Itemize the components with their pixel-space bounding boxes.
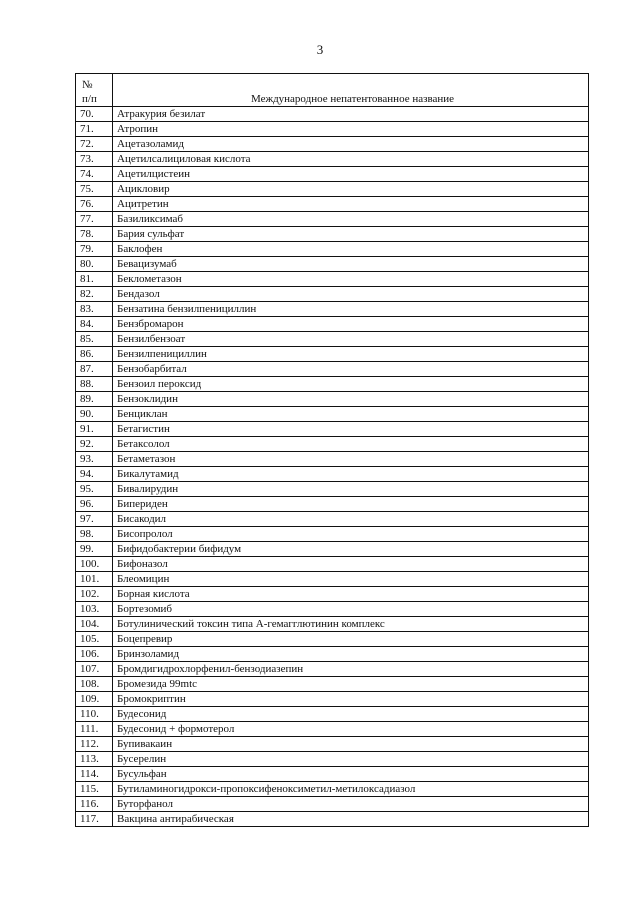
row-number: 85. [76,332,113,347]
row-number: 107. [76,662,113,677]
drug-name: Ацитретин [113,197,589,212]
drug-name: Бортезомиб [113,602,589,617]
row-number: 108. [76,677,113,692]
table-row [76,797,589,812]
table-row [76,197,589,212]
row-number: 73. [76,152,113,167]
drug-name: Бупивакаин [113,737,589,752]
drug-name: Будесонид + формотерол [113,722,589,737]
drug-name: Бензилбензоат [113,332,589,347]
table-row [76,437,589,452]
row-number: 111. [76,722,113,737]
table-row [76,812,589,827]
drug-name: Базиликсимаб [113,212,589,227]
row-number: 113. [76,752,113,767]
drug-name: Бевацизумаб [113,257,589,272]
row-number: 97. [76,512,113,527]
row-number: 116. [76,797,113,812]
table-row [76,167,589,182]
table-row [76,722,589,737]
header-number-symbol: № [82,79,93,91]
row-number: 109. [76,692,113,707]
row-number: 96. [76,497,113,512]
drug-name: Ацикловир [113,182,589,197]
drug-name: Вакцина антирабическая [113,812,589,827]
row-number: 104. [76,617,113,632]
row-number: 87. [76,362,113,377]
table-row [76,302,589,317]
drug-name: Борная кислота [113,587,589,602]
row-number: 103. [76,602,113,617]
row-number: 98. [76,527,113,542]
table-header [76,74,589,107]
row-number: 74. [76,167,113,182]
row-number: 114. [76,767,113,782]
row-number: 83. [76,302,113,317]
table-row [76,107,589,122]
drug-name: Атропин [113,122,589,137]
table-row [76,512,589,527]
row-number: 79. [76,242,113,257]
drug-name: Бетагистин [113,422,589,437]
table-row [76,122,589,137]
table-row [76,557,589,572]
table-row [76,542,589,557]
drug-name: Ацетилсалициловая кислота [113,152,589,167]
row-number: 70. [76,107,113,122]
row-number: 93. [76,452,113,467]
table-row [76,272,589,287]
table-row [76,692,589,707]
table-row [76,257,589,272]
row-number: 117. [76,812,113,827]
drug-name: Бензбромарон [113,317,589,332]
table-row [76,182,589,197]
row-number: 101. [76,572,113,587]
table-row [76,227,589,242]
drug-name: Бивалирудин [113,482,589,497]
table-row [76,407,589,422]
drug-name: Бенциклан [113,407,589,422]
header-row [76,74,589,107]
drug-name: Бусульфан [113,767,589,782]
row-number: 71. [76,122,113,137]
row-number: 82. [76,287,113,302]
table-row [76,497,589,512]
drug-name: Бромдигидрохлорфенил-бензодиазепин [113,662,589,677]
drug-name: Ацетазоламид [113,137,589,152]
table-row [76,782,589,797]
table-row [76,707,589,722]
drug-name: Беклометазон [113,272,589,287]
drug-name: Бусерелин [113,752,589,767]
table-row [76,287,589,302]
table-row [76,212,589,227]
row-number: 95. [76,482,113,497]
row-number: 106. [76,647,113,662]
row-number: 77. [76,212,113,227]
table-row [76,467,589,482]
drug-name: Бикалутамид [113,467,589,482]
header-number-label: п/п [82,93,97,105]
table-row [76,632,589,647]
table-row [76,152,589,167]
row-number: 99. [76,542,113,557]
drug-name: Бетаметазон [113,452,589,467]
table-row [76,572,589,587]
row-number: 86. [76,347,113,362]
row-number: 115. [76,782,113,797]
drug-name: Буторфанол [113,797,589,812]
table-row [76,752,589,767]
drug-name: Боцепревир [113,632,589,647]
drug-name: Ацетилцистеин [113,167,589,182]
table-row [76,452,589,467]
table-row [76,527,589,542]
row-number: 88. [76,377,113,392]
table-row [76,362,589,377]
header-number-column [76,74,113,107]
table-row [76,377,589,392]
drug-name: Бифоназол [113,557,589,572]
row-number: 78. [76,227,113,242]
row-number: 89. [76,392,113,407]
drug-name: Бензобарбитал [113,362,589,377]
drug-name: Бутиламиногидрокси-пропоксифеноксиметил-метилоксадиазол [113,782,589,797]
row-number: 72. [76,137,113,152]
row-number: 81. [76,272,113,287]
drug-name: Будесонид [113,707,589,722]
row-number: 100. [76,557,113,572]
drug-name: Бензоил пероксид [113,377,589,392]
drug-list-table [75,73,589,827]
drug-name: Бипериден [113,497,589,512]
drug-name: Бромокриптин [113,692,589,707]
drug-name: Бетаксолол [113,437,589,452]
drug-name: Бифидобактерии бифидум [113,542,589,557]
drug-name: Бензилпенициллин [113,347,589,362]
table-row [76,422,589,437]
table-row [76,737,589,752]
row-number: 84. [76,317,113,332]
header-name-column: Международное непатентованное название [113,74,589,107]
table-row [76,602,589,617]
drug-name: Атракурия безилат [113,107,589,122]
table-row [76,242,589,257]
drug-name: Бендазол [113,287,589,302]
row-number: 80. [76,257,113,272]
row-number: 112. [76,737,113,752]
table-row [76,347,589,362]
table-row [76,332,589,347]
row-number: 94. [76,467,113,482]
drug-name: Бисопролол [113,527,589,542]
table-row [76,767,589,782]
table-row [76,647,589,662]
drug-name: Бензатина бензилпенициллин [113,302,589,317]
table-row [76,587,589,602]
page-number: 3 [316,42,324,57]
drug-name: Блеомицин [113,572,589,587]
drug-name: Бринзоламид [113,647,589,662]
row-number: 102. [76,587,113,602]
drug-name: Ботулинический токсин типа А-гемагглютинин комплекс [113,617,589,632]
row-number: 92. [76,437,113,452]
row-number: 105. [76,632,113,647]
row-number: 75. [76,182,113,197]
row-number: 91. [76,422,113,437]
table-row [76,617,589,632]
row-number: 110. [76,707,113,722]
table-body [76,107,589,827]
drug-name: Баклофен [113,242,589,257]
drug-name: Бисакодил [113,512,589,527]
table-row [76,137,589,152]
table-row [76,482,589,497]
row-number: 90. [76,407,113,422]
drug-name: Бромезида 99mtc [113,677,589,692]
table-row [76,662,589,677]
drug-name: Бензоклидин [113,392,589,407]
table-row [76,677,589,692]
drug-name: Бария сульфат [113,227,589,242]
table-row [76,317,589,332]
table-row [76,392,589,407]
row-number: 76. [76,197,113,212]
